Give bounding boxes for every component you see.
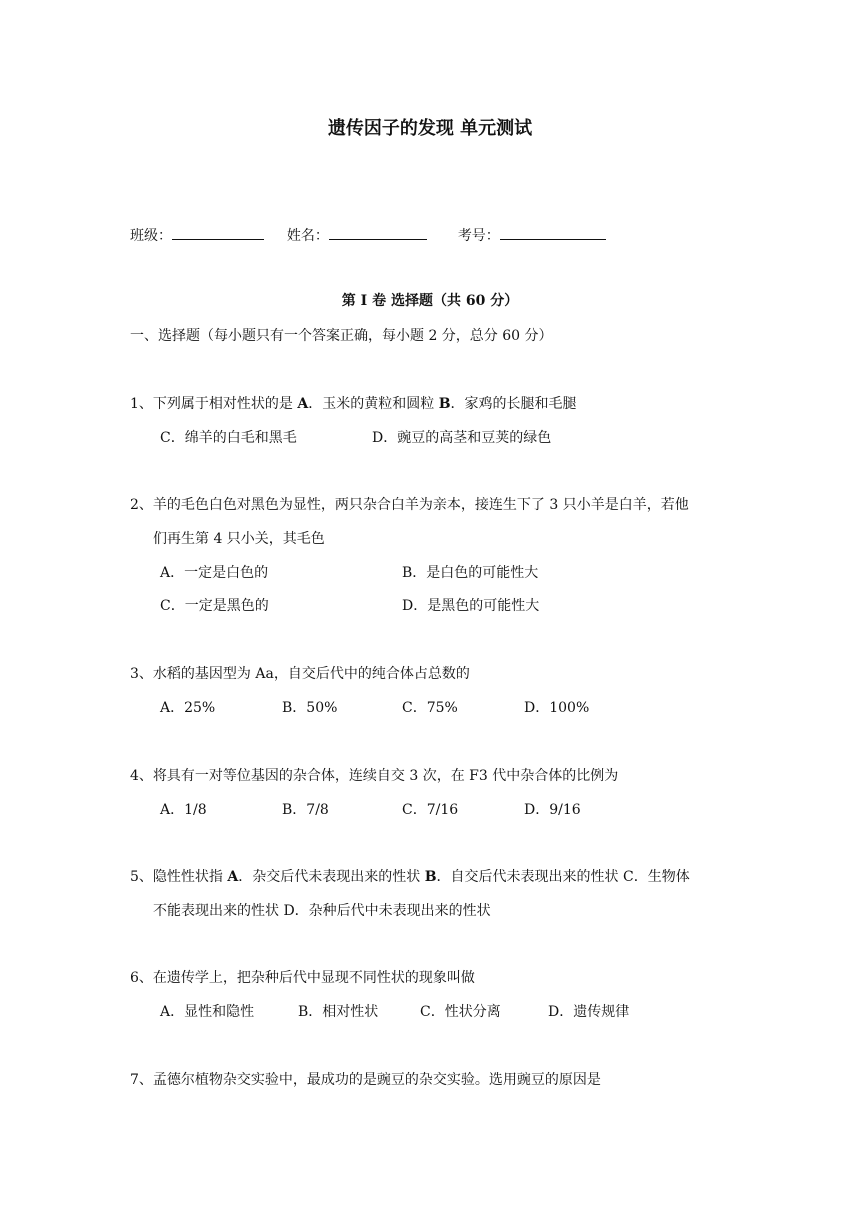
question-1-stem: [130, 394, 577, 414]
question-4-option-d: D．9/16: [524, 802, 581, 818]
option-letter: A: [227, 869, 239, 885]
question-2-stem-line2: 们再生第 4 只小关，其毛色: [153, 531, 325, 547]
question-7-stem: 7、孟德尔植物杂交实验中，最成功的是豌豆的杂交实验。选用豌豆的原因是: [130, 1072, 601, 1088]
option-text: ．杂交后代未表现出来的性状: [238, 869, 425, 885]
option-letter: B: [438, 396, 451, 412]
question-2-option-d: D．是黑色的可能性大: [402, 598, 540, 614]
question-4-stem: 4、将具有一对等位基因的杂合体，连续自交 3 次，在 F3 代中杂合体的比例为: [130, 768, 619, 784]
name-label: 姓名：: [286, 228, 329, 244]
question-5-line2: 不能表现出来的性状 D．杂种后代中未表现出来的性状: [153, 903, 491, 919]
question-3-option-a: A．25%: [160, 700, 216, 716]
question-2-option-b: B．是白色的可能性大: [402, 565, 539, 581]
option-letter: A: [297, 396, 309, 412]
question-6-option-b: B．相对性状: [298, 1004, 379, 1020]
question-1-option-d: D．豌豆的高茎和豆荚的绿色: [372, 430, 552, 446]
option-text: ．玉米的黄粒和圆粒: [308, 396, 439, 412]
id-label: 考号：: [457, 228, 500, 244]
option-letter: B: [424, 869, 437, 885]
question-stem: 1、下列属于相对性状的是: [130, 396, 298, 412]
section-title: 第 I 卷 选择题（共 60 分）: [341, 293, 519, 309]
question-4-option-a: A．1/8: [160, 802, 207, 818]
question-6-stem: 6、在遗传学上，把杂种后代中显现不同性状的现象叫做: [130, 970, 475, 986]
question-6-option-d: D．遗传规律: [548, 1004, 630, 1020]
id-field[interactable]: [500, 225, 606, 240]
question-6-option-c: C．性状分离: [420, 1004, 501, 1020]
page-title: 遗传因子的发现 单元测试: [327, 118, 533, 139]
question-4-option-c: C．7/16: [402, 802, 459, 818]
option-text: ．家鸡的长腿和毛腿: [450, 396, 577, 412]
question-2-option-c: C．一定是黑色的: [160, 598, 269, 614]
option-text: ．自交后代未表现出来的性状 C．生物体: [436, 869, 690, 885]
question-6-option-a: A．显性和隐性: [160, 1004, 255, 1020]
class-label: 班级：: [130, 228, 172, 244]
class-field[interactable]: [172, 225, 264, 240]
question-2-stem-line1: 2、羊的毛色白色对黑色为显性，两只杂合白羊为亲本，接连生下了 3 只小羊是白羊，若他: [130, 497, 689, 513]
question-3-stem: 3、水稻的基因型为 Aa，自交后代中的纯合体占总数的: [130, 666, 470, 682]
question-5-stem: [130, 867, 690, 887]
section-instruction: 一、选择题（每小题只有一个答案正确，每小题 2 分，总分 60 分）: [130, 328, 553, 344]
question-2-option-a: A．一定是白色的: [160, 565, 269, 581]
question-3-option-b: B．50%: [282, 700, 338, 716]
name-field[interactable]: [329, 225, 427, 240]
question-1-option-c: C．绵羊的白毛和黑毛: [160, 430, 297, 446]
question-stem: 5、隐性性状指: [130, 869, 228, 885]
question-4-option-b: B．7/8: [282, 802, 329, 818]
header-fields: [130, 225, 606, 246]
question-3-option-d: D．100%: [524, 700, 590, 716]
question-3-option-c: C．75%: [402, 700, 458, 716]
